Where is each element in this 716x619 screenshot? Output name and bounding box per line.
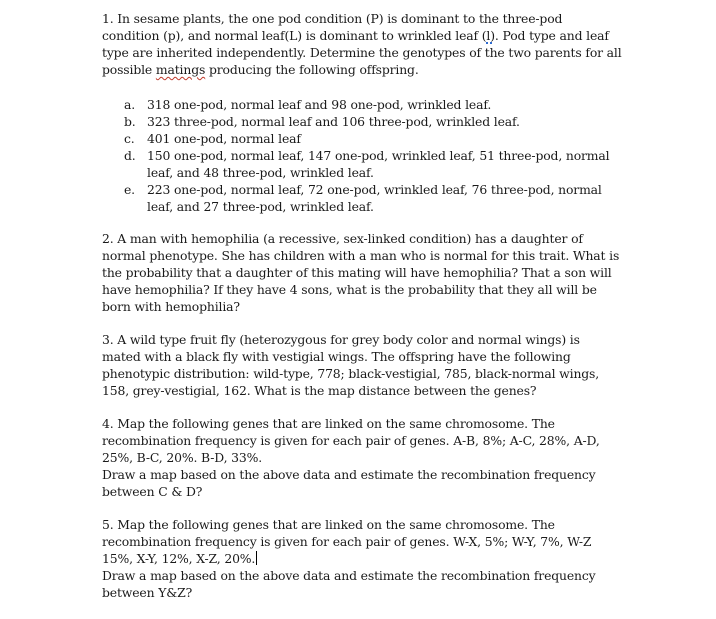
question-3 <box>102 331 622 399</box>
list-item-text: 223 one-pod, normal leaf, 72 one-pod, wrinkled leaf, 76 three-pod, normal leaf, and 27 three-pod, wrinkled leaf. <box>147 182 602 214</box>
question-3-text: 3. A wild type fruit fly (heterozygous for grey body color and normal wings) is mated with a black fly with vestigial wings. The offspring have the following phenotypic distribution: wild-type, 778; black-vestigial, 785, black-normal wings, 158, grey-vestigial, 162. What is the map distance between the genes? <box>102 332 600 398</box>
list-item-letter: b. <box>124 114 136 129</box>
question-1-prompt <box>102 10 622 78</box>
grammar-marked-text: l) <box>486 28 495 43</box>
question-1-text-middle: Pod type and leaf type are inherited independently. Determine the genotypes of the two parents for all possible <box>102 28 622 77</box>
list-item <box>124 130 624 147</box>
question-2-text: 2. A man with hemophilia (a recessive, sex-linked condition) has a daughter of normal phenotype. She has children with a man who is normal for this trait. What is the probability that a daughter of this mating will have hemophilia? That a son will have hemophilia? If they have 4 sons, what is the probability that they all will be born with hemophilia? <box>102 231 620 314</box>
list-item-letter: a. <box>124 97 136 112</box>
spellcheck-marked-word: matings <box>155 62 206 77</box>
list-item <box>124 96 624 113</box>
list-item-text: 401 one-pod, normal leaf <box>147 131 301 146</box>
text-cursor <box>256 551 257 565</box>
question-1-options-list <box>124 96 624 215</box>
question-5-text-wrap[interactable] <box>102 516 622 567</box>
list-item-text: 323 three-pod, normal leaf and 106 three-pod, wrinkled leaf. <box>147 114 520 129</box>
question-1-period: . <box>494 28 499 43</box>
list-item-text: 150 one-pod, normal leaf, 147 one-pod, wrinkled leaf, 51 three-pod, normal leaf, and 48 three-pod, wrinkled leaf. <box>147 148 610 180</box>
question-1-text-start: 1. In sesame plants, the one pod condition (P) is dominant to the three-pod condition (p), and normal leaf(L) is dominant to wrinkled leaf ( <box>102 11 563 43</box>
list-item-letter: d. <box>124 148 136 163</box>
question-1-text-end: producing the following offspring. <box>205 62 419 77</box>
list-item-text: 318 one-pod, normal leaf and 98 one-pod, wrinkled leaf. <box>147 97 492 112</box>
question-4-instruction: Draw a map based on the above data and estimate the recombination frequency between C & D? <box>102 467 596 499</box>
question-1 <box>102 10 622 78</box>
list-item-letter: e. <box>124 182 135 197</box>
question-4-text: 4. Map the following genes that are linked on the same chromosome. The recombination frequency is given for each pair of genes. A-B, 8%; A-C, 28%, A-D, 25%, B-C, 20%. B-D, 33%. <box>102 416 600 465</box>
question-2 <box>102 230 622 315</box>
list-item <box>124 181 624 215</box>
question-5-instruction: Draw a map based on the above data and estimate the recombination frequency between Y&Z? <box>102 568 596 600</box>
list-item <box>124 147 624 181</box>
question-4 <box>102 415 622 500</box>
question-5 <box>102 516 622 601</box>
question-5-text: 5. Map the following genes that are linked on the same chromosome. The recombination frequency is given for each pair of genes. W-X, 5%; W-Y, 7%, W-Z 15%, X-Y, 12%, X-Z, 20%. <box>102 517 592 566</box>
list-item <box>124 113 624 130</box>
list-item-letter: c. <box>124 131 135 146</box>
